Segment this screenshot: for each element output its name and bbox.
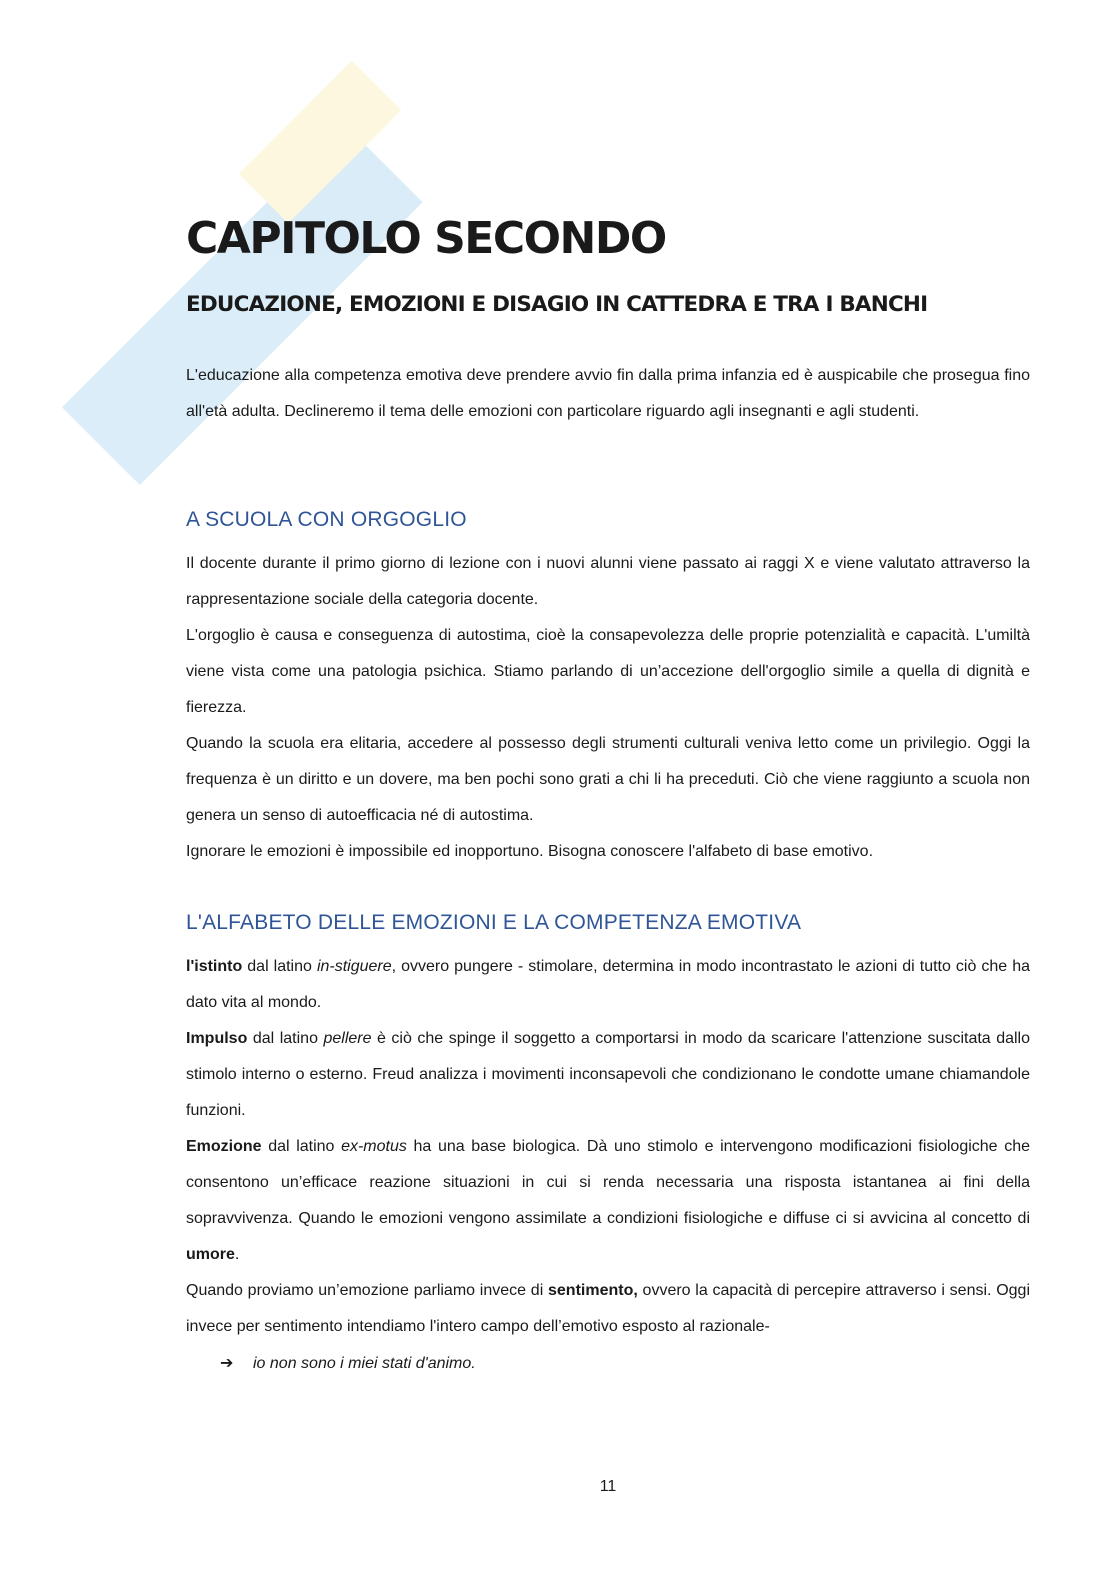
term-umore: umore xyxy=(186,1246,235,1263)
paragraph-sentimento xyxy=(186,1273,1030,1345)
paragraph: Quando la scuola era elitaria, accedere al possesso degli strumenti culturali veniva letto come un privilegio. Oggi la frequenza è un diritto e un dovere, ma ben pochi sono grati a chi li ha preceduti. Ciò che viene raggiunto a scuola non genera un senso di autoefficacia né di autostima. xyxy=(186,735,1030,824)
section-alfabeto-body xyxy=(186,949,1030,1345)
page-number: 11 xyxy=(599,1478,617,1495)
arrow-right-icon: ➔ xyxy=(220,1355,234,1372)
text-span: dal latino xyxy=(261,1138,342,1155)
bullet-text: io non sono i miei stati d'animo. xyxy=(253,1355,476,1372)
text-span: . xyxy=(234,1246,240,1263)
intro-paragraph-block xyxy=(186,358,1030,430)
chapter-title: CAPITOLO SECONDO xyxy=(186,213,666,264)
section-heading-orgoglio: A SCUOLA CON ORGOGLIO xyxy=(186,508,467,531)
term-sentimento: sentimento, xyxy=(548,1282,638,1299)
paragraph: Il docente durante il primo giorno di lezione con i nuovi alunni viene passato ai raggi X e viene valutato attraverso la rappresentazione sociale della categoria docente. xyxy=(186,555,1030,608)
paragraph-impulso xyxy=(186,1021,1030,1129)
text-span: dal latino xyxy=(242,958,317,975)
term-istinto: l'istinto xyxy=(186,958,243,975)
chapter-subtitle: EDUCAZIONE, EMOZIONI E DISAGIO IN CATTEDRA E TRA I BANCHI xyxy=(186,292,928,317)
term-emozione: Emozione xyxy=(186,1138,262,1155)
latin-term: ex-motus xyxy=(341,1138,407,1155)
arrow-bullet-item xyxy=(220,1346,476,1382)
intro-paragraph: L'educazione alla competenza emotiva deve prendere avvio fin dalla prima infanzia ed è auspicabile che prosegua fino all'età adulta. Declineremo il tema delle emozioni con particolare riguardo agli insegnanti e agli studenti. xyxy=(186,367,1030,420)
latin-term: pellere xyxy=(323,1030,372,1047)
text-span: è ciò che spinge il soggetto a comportarsi in modo da scaricare l'attenzione suscitata dallo stimolo interno o esterno. Freud analizza i movimenti inconsapevoli che condizionano le condotte umane chiamandole funzioni. xyxy=(186,1030,1031,1119)
text-span: dal latino xyxy=(247,1030,324,1047)
text-span: Quando proviamo un’emozione parliamo invece di xyxy=(186,1282,548,1299)
paragraph-emozione xyxy=(186,1129,1030,1273)
watermark-logo xyxy=(20,40,500,520)
paragraph: Ignorare le emozioni è impossibile ed inopportuno. Bisogna conoscere l'alfabeto di base emotivo. xyxy=(186,843,874,860)
paragraph-istinto xyxy=(186,949,1030,1021)
text-span: ovvero la capacità di percepire attraverso i sensi. Oggi invece per sentimento intendiamo l'intero campo dell’emotivo esposto al razionale- xyxy=(186,1282,1031,1335)
term-impulso: Impulso xyxy=(186,1030,248,1047)
text-span: , ovvero pungere - stimolare, determina in modo incontrastato le azioni di tutto ciò che ha dato vita al mondo. xyxy=(186,958,1031,1011)
paragraph: L'orgoglio è causa e conseguenza di autostima, cioè la consapevolezza delle proprie potenzialità e capacità. L'umiltà viene vista come una patologia psichica. Stiamo parlando di un’accezione dell'orgoglio simile a quella di dignità e fierezza. xyxy=(186,627,1030,716)
latin-term: in-stiguere xyxy=(316,958,392,975)
section-heading-alfabeto: L'ALFABETO DELLE EMOZIONI E LA COMPETENZA EMOTIVA xyxy=(186,911,802,934)
text-span: ha una base biologica. Dà uno stimolo e intervengono modificazioni fisiologiche che consentono un’efficace reazione situazioni in cui si renda necessaria una risposta istantanea ai fini della sopravvivenza. Quando le emozioni vengono assimilate a condizioni fisiologiche e diffuse ci si avvicina al concetto di xyxy=(186,1138,1030,1227)
section-orgoglio-body xyxy=(186,546,1030,870)
